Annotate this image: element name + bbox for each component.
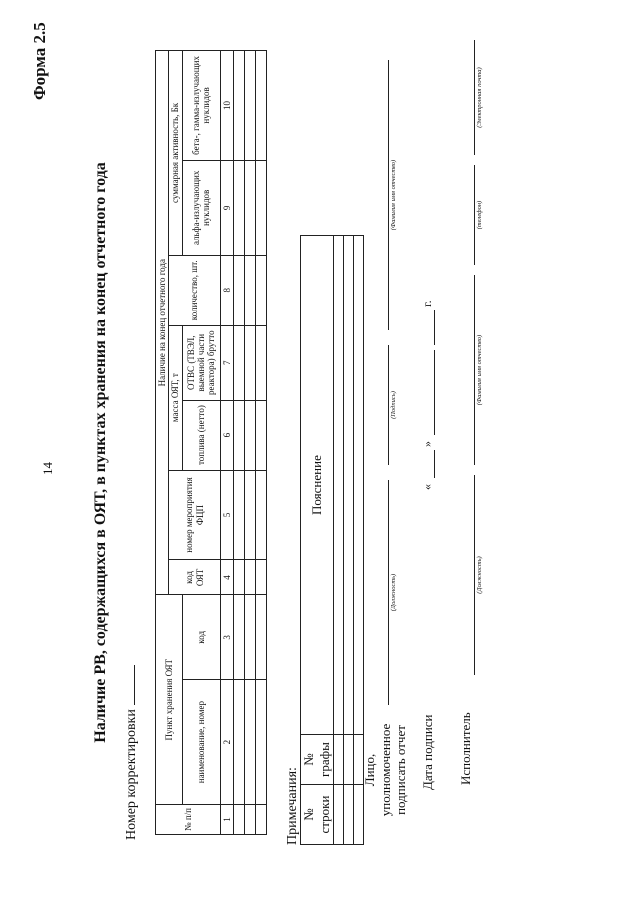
column-number-row (220, 51, 233, 835)
column-number: 9 (220, 160, 233, 255)
column-number: 10 (220, 51, 233, 161)
column-number: 8 (220, 255, 233, 325)
signature-field[interactable] (388, 345, 389, 465)
date-year-field[interactable] (434, 310, 435, 345)
column-number: 4 (220, 560, 233, 595)
executor-email-field[interactable] (474, 40, 475, 155)
notes-table (300, 235, 364, 845)
header-oyat-code: код ОЯТ (169, 560, 220, 595)
executor-position-caption: (Должность) (476, 556, 483, 594)
table-row (245, 51, 256, 835)
table-cell[interactable] (256, 680, 267, 805)
executor-fullname-field[interactable] (474, 275, 475, 465)
table-cell[interactable] (245, 51, 256, 161)
table-cell[interactable] (245, 560, 256, 595)
table-cell[interactable] (256, 470, 267, 560)
notes-title: Примечания: (285, 767, 300, 845)
header-name: наименование, номер (182, 680, 220, 805)
table-cell[interactable] (256, 805, 267, 835)
table-cell[interactable] (334, 785, 344, 845)
table-cell[interactable] (256, 325, 267, 400)
table-cell[interactable] (245, 400, 256, 470)
table-cell[interactable] (234, 470, 245, 560)
table-cell[interactable] (344, 785, 354, 845)
notes-header-row: № строки (301, 785, 334, 845)
table-cell[interactable] (245, 470, 256, 560)
document-title: Наличие РВ, содержащихся в ОЯТ, в пунктах хранения на конец отчетного года (92, 162, 109, 743)
fullname-caption: (Фамилия имя отчество) (390, 159, 397, 231)
header-activity-group: суммарная активность, Бк (169, 51, 182, 256)
table-cell[interactable] (245, 160, 256, 255)
table-cell[interactable] (245, 595, 256, 680)
header-otvs-mass: ОТВС (ТВЭЛ, выемной части реактора) брутто (182, 325, 220, 400)
table-cell[interactable] (256, 595, 267, 680)
table-cell[interactable] (344, 735, 354, 785)
form-number: Форма 2.5 (30, 22, 49, 100)
table-row (234, 51, 245, 835)
header-event-number: номер мероприятия ФЦП (169, 470, 220, 560)
table-row (334, 236, 344, 845)
header-alpha-activity: альфа-излучающих нуклидов (182, 160, 220, 255)
column-number: 7 (220, 325, 233, 400)
table-cell[interactable] (234, 255, 245, 325)
executor-phone-field[interactable] (474, 165, 475, 265)
table-cell[interactable] (234, 51, 245, 161)
date-day-field[interactable] (434, 450, 435, 478)
header-storage-group: Пункт хранения ОЯТ (156, 595, 183, 805)
column-number: 2 (220, 680, 233, 805)
header-presence-group: Наличие на конец отчетного года (156, 51, 169, 595)
column-number: 6 (220, 400, 233, 470)
executor-fullname-caption: (Фамилия имя отчество) (476, 334, 483, 406)
table-cell[interactable] (245, 255, 256, 325)
table-cell[interactable] (245, 680, 256, 805)
table-cell[interactable] (256, 160, 267, 255)
header-num: № п/п (156, 805, 221, 835)
header-quantity: количество, шт. (169, 255, 220, 325)
correction-number-field[interactable] (122, 665, 135, 705)
executor-label: Исполнитель (458, 712, 473, 785)
column-number: 5 (220, 470, 233, 560)
main-table (155, 50, 267, 835)
table-cell[interactable] (234, 680, 245, 805)
table-cell[interactable] (334, 735, 344, 785)
table-cell[interactable] (354, 236, 364, 735)
table-cell[interactable] (256, 51, 267, 161)
fullname-field[interactable] (388, 60, 389, 330)
table-cell[interactable] (234, 595, 245, 680)
page-number: 14 (40, 462, 55, 475)
table-row (256, 51, 267, 835)
table-cell[interactable] (234, 560, 245, 595)
header-code: код (182, 595, 220, 680)
position-field[interactable] (388, 480, 389, 705)
correction-number (122, 665, 140, 840)
executor-phone-caption: (телефон) (476, 200, 483, 230)
table-cell[interactable] (256, 255, 267, 325)
table-cell[interactable] (234, 160, 245, 255)
table-row (344, 236, 354, 845)
header-mass-group: масса ОЯТ, т (169, 325, 182, 470)
date-open-quote: « (420, 484, 434, 490)
executor-position-field[interactable] (474, 475, 475, 675)
header-beta-gamma-activity: бета-, гамма-излучающих нуклидов (182, 51, 220, 161)
date-year-suffix: г. (420, 300, 434, 307)
table-cell[interactable] (245, 325, 256, 400)
signature-caption: (Подпись) (390, 391, 397, 419)
position-caption: (Должность) (390, 573, 397, 612)
table-cell[interactable] (234, 805, 245, 835)
table-cell[interactable] (334, 236, 344, 735)
authorized-person-label: Лицо, уполномоченное подписать отчет (362, 723, 409, 817)
table-cell[interactable] (234, 400, 245, 470)
notes-header-explanation: Пояснение (301, 236, 334, 735)
notes-header-column: № графы (301, 735, 334, 785)
table-cell[interactable] (245, 805, 256, 835)
table-cell[interactable] (256, 560, 267, 595)
executor-email-caption: (Электронная почта) (476, 67, 483, 128)
correction-label: Номер корректировки (124, 709, 139, 840)
column-number: 1 (220, 805, 233, 835)
table-cell[interactable] (234, 325, 245, 400)
date-month-field[interactable] (434, 350, 435, 435)
header-fuel-mass: топлива (нетто) (182, 400, 220, 470)
date-label: Дата подписи (420, 714, 435, 790)
table-cell[interactable] (256, 400, 267, 470)
date-close-quote: » (420, 441, 434, 447)
column-number: 3 (220, 595, 233, 680)
table-cell[interactable] (344, 236, 354, 735)
